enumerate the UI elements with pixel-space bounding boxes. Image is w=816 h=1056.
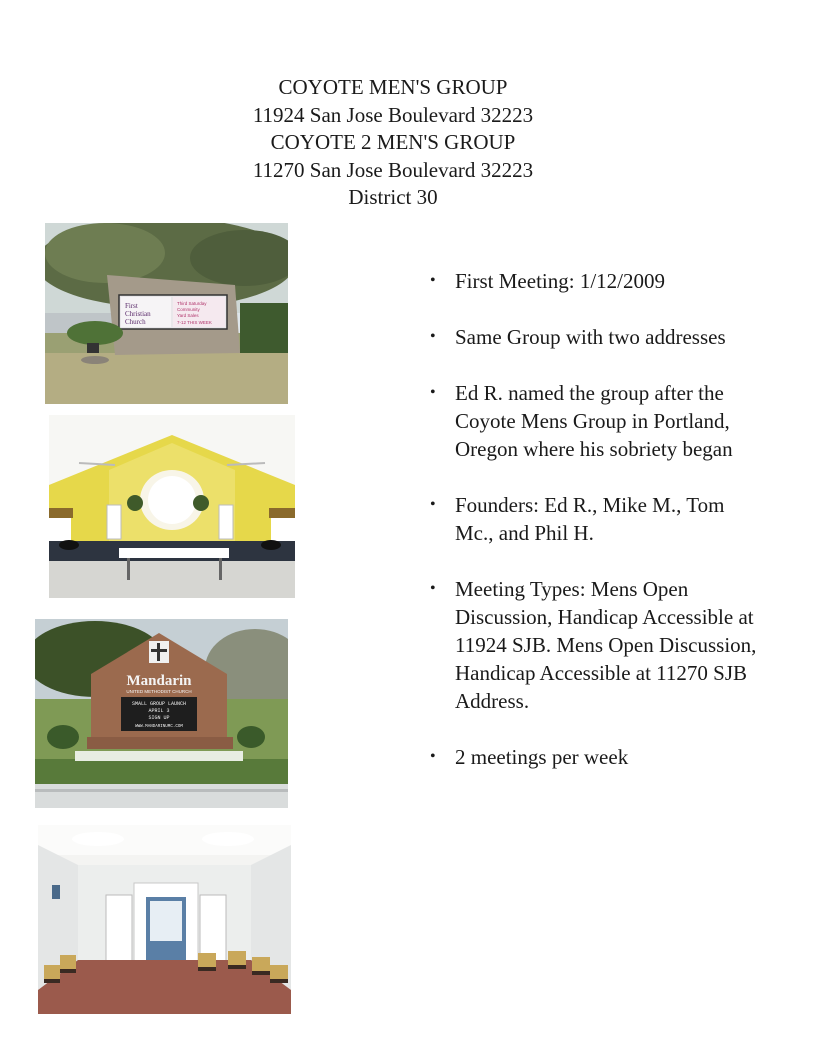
bullet-icon: • (430, 272, 436, 289)
photo-church-sign (45, 223, 288, 404)
list-item (428, 379, 758, 463)
address-2: 11270 San Jose Boulevard 32223 (252, 157, 534, 182)
list-item (428, 743, 758, 771)
district-label: District 30 (348, 185, 438, 209)
page-header (150, 74, 636, 212)
group-name-2: COYOTE 2 MEN'S GROUP (270, 130, 516, 154)
svg-text:Church: Church (125, 318, 146, 326)
fact-group-name-origin: Ed R. named the group after the Coyote Mens Group in Portland, Oregon where his sobriety began (455, 381, 733, 461)
photo-meeting-room (38, 825, 291, 1014)
address-1: 11924 San Jose Boulevard 32223 (252, 102, 534, 127)
svg-text:7-12 THIS WEEK: 7-12 THIS WEEK (177, 320, 212, 325)
bullet-icon: • (430, 328, 436, 345)
svg-text:Yard Sales: Yard Sales (177, 313, 199, 318)
svg-text:First: First (125, 302, 138, 310)
bullet-icon: • (430, 496, 436, 513)
bullet-icon: • (430, 384, 436, 401)
bullet-icon: • (430, 580, 436, 597)
bullet-icon: • (430, 748, 436, 765)
svg-text:SMALL GROUP LAUNCH: SMALL GROUP LAUNCH (131, 701, 187, 707)
list-item (428, 323, 758, 351)
svg-text:APRIL 3: APRIL 3 (148, 708, 170, 714)
svg-text:Christian: Christian (125, 310, 151, 318)
photo-mandarin-sign (35, 619, 288, 808)
group-name-1: COYOTE MEN'S GROUP (278, 75, 508, 99)
fact-first-meeting: First Meeting: 1/12/2009 (455, 269, 665, 293)
facts-list (428, 267, 758, 799)
fact-meetings-per-week: 2 meetings per week (455, 745, 629, 769)
svg-text:Mandarin: Mandarin (126, 673, 192, 689)
fact-founders: Founders: Ed R., Mike M., Tom Mc., and Phil H. (455, 493, 725, 545)
list-item (428, 267, 758, 295)
photo-sanctuary-interior (49, 415, 295, 598)
svg-text:UNITED METHODIST CHURCH: UNITED METHODIST CHURCH (126, 689, 192, 694)
svg-text:SIGN UP: SIGN UP (148, 715, 170, 721)
fact-two-addresses: Same Group with two addresses (455, 325, 726, 349)
fact-meeting-types: Meeting Types: Mens Open Discussion, Handicap Accessible at 11924 SJB. Mens Open Discussion, Handicap Accessible at 11270 SJB Address. (455, 577, 757, 713)
list-item (428, 491, 758, 547)
svg-text:Third Saturday: Third Saturday (177, 301, 207, 306)
svg-text:WWW.MANDARINUMC.COM: WWW.MANDARINUMC.COM (135, 725, 183, 729)
list-item (428, 575, 758, 715)
svg-text:Community: Community (177, 307, 200, 312)
